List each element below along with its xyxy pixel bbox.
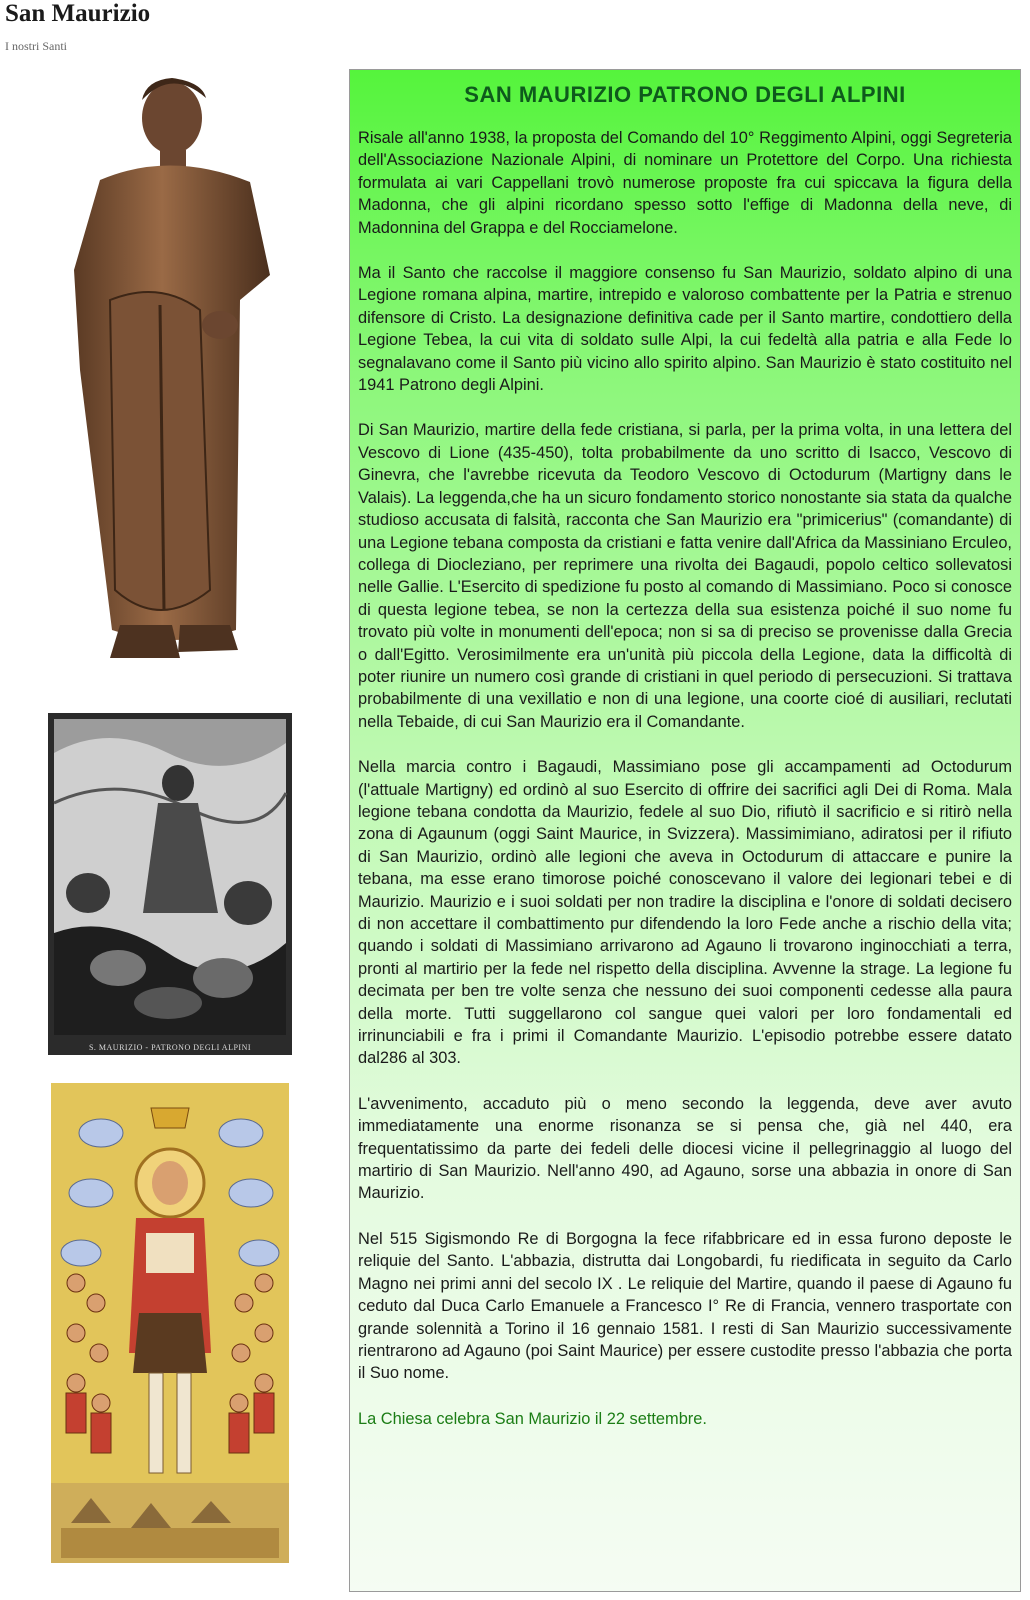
article-box [349,69,1021,1592]
article-paragraph: Nel 515 Sigismondo Re di Borgogna la fece rifabbricare ed in essa furono deposte le reliquie del Santo. L'abbazia, distrutta dai Longobardi, fu riedificata in seguito da Carlo Magno nei primi anni del secolo IX . Le reliquie del Martire, quando il paese di Agauno fu ceduto dal Duca Carlo Emanuele a Francesco I° Re di Francia, vennero trasportate con grande solennità a Torino il 16 gennaio 1581. I resti di San Maurizio successivamente rientrarono ad Agauno (poi Saint Maurice) per essere custodite presso l'abbazia che porta il Suo nome. [358,1229,1012,1383]
article-paragraph: Risale all'anno 1938, la proposta del Comando del 10° Reggimento Alpini, oggi Segreteria dell'Associazione Nazionale Alpini, di nominare un Protettore del Corpo. Una richiesta formulata ai vari Cappellani trovò numerose proposte fra cui spiccava la figura della Madonna, che gli alpini ricordano spesso sotto l'effige di Madonna della neve, di Madonnina del Grappa e del Rocciamelone. [358,129,1012,237]
statue-image [60,70,285,665]
engraving-image [48,713,292,1055]
article-paragraph: Nella marcia contro i Bagaudi, Massimiano pose gli accampamenti ad Octodurum (l'attuale Martigny) ed ordinò al suo Esercito di offrire dei sacrifici agli Dei di Roma. Mala legione tebana condotta da Maurizio, fedele al suo Dio, rifiutò il sacrificio e si ritirò nella zona di Agaunum (oggi Saint Maurice, in Svizzera). Massimimiano, adiratosi per il rifiuto di San Maurizio, ordinò alle legioni che aveva in Octodurum di attaccare e punire la tebana, ma esse erano timorose poiché conoscevano il valore dei legionari tebei e di Maurizio. Maurizio e i suoi soldati per non tradire la disciplina e l'onore di soldati decisero di non accettare il combattimento pur difendendo la loro Fede anche a rischio della vita; quando i soldati di Massimiano arrivarono ad Agauno li trovarono inginocchiati a terra, pronti al martirio per la fede nel rispetto della disciplina. Avvenne la strage. La legione fu decimata per ben tre volte senza che nessuno dei suoi componenti cedesse alla paura della morte. Tutti suggellarono col sangue quei valori per loro fondamentali ed irrinunciabili e fra i primi il Comandante Maurizio. L'episodio potrebbe essere datato dal286 al 303. [358,758,1012,1068]
article-title: SAN MAURIZIO PATRONO DEGLI ALPINI [464,82,906,107]
engraving-caption: S. MAURIZIO - PATRONO DEGLI ALPINI [88,1043,252,1052]
article-paragraph: Di San Maurizio, martire della fede cristiana, si parla, per la prima volta, in una lettera del Vescovo di Lione (435-450), tolta probabilmente da uno scritto di Isacco, Vescovo di Ginevra, che l'avrebbe ricevuta da Teodoro Vescovo di Octodurum (Martigny dans le Valais). La leggenda,che ha un sicuro fondamento storico nonostante sia stata da qualche studioso accusata di falsità, racconta che San Maurizio era "primicerius" (comandante) di una Legione tebana composta da cristiani e fatta venire dall'Africa da Massiniano Erculeo, collega di Diocleziano, per reprimere una rivolta dei Bagaudi, popolo celtico sollevatosi nelle Gallie. L'Esercito di spedizione fu posto al comando di Massimiano. Poco si conosce di questa legione tebea, se non la certezza della sua esistenza poiché il suo nome fu trovato più volte in monumenti dell'epoca; non si sa di preciso se provenisse dalla Grecia o dall'Egitto. Verosimilmente era un'unità più piccola della Legione, data la difficoltà di poter riunire un numero così grande di cristiani in quel periodo di persecuzioni. Si trattava probabilmente di una vexillatio e non di una legione, una coorte cioé di ausiliari, reclutati nella Tebaide, di cui San Maurizio era il Comandante. [358,421,1012,731]
icon-image [51,1083,289,1563]
site-title[interactable]: San Maurizio [5,0,151,27]
article-paragraph: L'avvenimento, accaduto più o meno secondo la leggenda, deve aver avuto immediatamente una enorme risonanza se si pensa che, già nel 440, era frequentatissimo da parte dei fedeli delle diocesi vicine il pellegrinaggio al luogo del martirio di San Maurizio. Nell'anno 490, ad Agauno, sorse una abbazia in onore di San Maurizio. [358,1094,1012,1203]
feast-day-note: La Chiesa celebra San Maurizio il 22 settembre. [358,1409,707,1428]
article-paragraph: Ma il Santo che raccolse il maggiore consenso fu San Maurizio, soldato alpino di una Legione romana alpina, martire, intrepido e valoroso combattente per la Patria e strenuo difensore di Cristo. La designazione definitiva cade per il Santo martire, condottiero della Legione Tebea, la cui vita di soldato sulle Alpi, la cui fedeltà alla patria e alla Fede lo segnalavano come il Santo più vicino allo spirito alpino. San Maurizio è stato costituito nel 1941 Patrono degli Alpini. [358,264,1012,395]
site-subtitle: I nostri Santi [5,39,67,53]
